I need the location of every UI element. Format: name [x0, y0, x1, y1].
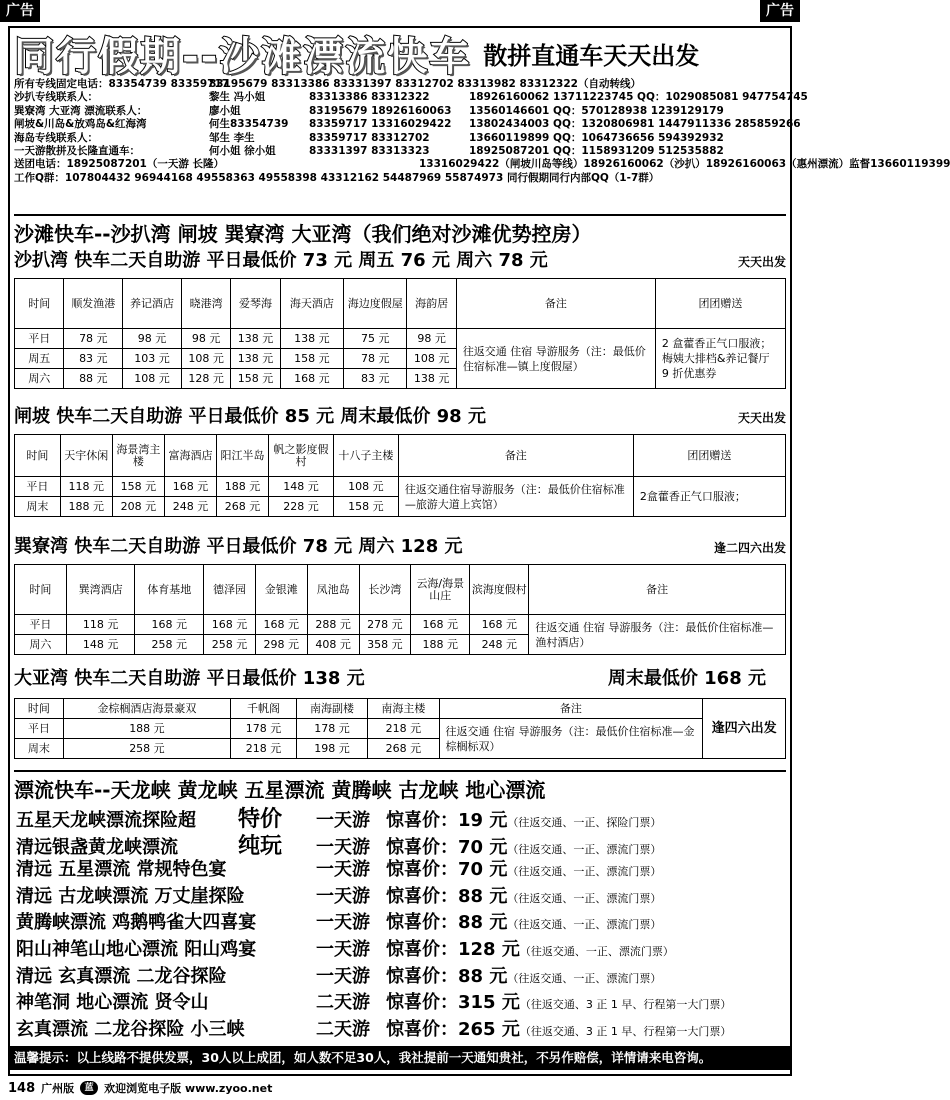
table-cell: 118 元 — [60, 477, 112, 497]
note-cell: 往返交通 住宿 导游服务（注：最低价住宿标准—金棕榈标双） — [439, 719, 703, 759]
raft-type: 二天游 — [316, 992, 370, 1014]
col-header — [15, 279, 64, 329]
col-header-label: 金银滩 — [264, 582, 298, 596]
footer-text: 欢迎浏览电子版 www.zyoo.net — [104, 1082, 273, 1095]
raft-detail: （往返交通、一正、探险门票） — [507, 816, 662, 829]
col-header — [112, 435, 164, 477]
table-cell: 278 元 — [359, 615, 411, 635]
table-cell: 108 元 — [181, 349, 230, 369]
raft-price: 惊喜价：19 元 — [386, 810, 508, 831]
contact-row — [14, 78, 790, 91]
raft-item — [16, 908, 661, 934]
col-header-label: 帆之影度假村 — [273, 442, 329, 468]
beach-section — [14, 214, 786, 247]
contact-cell: 18925087201 QQ：1158931209 512535882 — [469, 145, 724, 158]
raft-type: 一天游 — [316, 885, 370, 907]
table-cell: 218 元 — [368, 719, 439, 739]
col-header — [439, 699, 703, 719]
table-cell: 周六 — [15, 635, 67, 655]
col-header-label: 海景湾主楼 — [116, 442, 161, 468]
raft-detail: （往返交通、一正、漂流门票） — [507, 918, 662, 932]
raft-highlight: 特价 — [238, 807, 283, 832]
zhapo-table-wrap — [14, 434, 786, 517]
col-header — [63, 699, 231, 719]
col-header — [64, 279, 123, 329]
col-header — [344, 279, 407, 329]
raft-type: 一天游 — [316, 810, 370, 831]
note-cell: 往返交通 住宿 导游服务（注：最低价住宿标准—镇上度假屋） — [456, 329, 655, 389]
table-cell: 158 元 — [333, 497, 398, 517]
table-cell: 平日 — [15, 329, 64, 349]
col-header-label: 团团赠送 — [687, 448, 732, 462]
col-header-label: 备注 — [504, 448, 527, 462]
col-header-label: 时间 — [28, 296, 51, 310]
table-cell: 平日 — [15, 719, 64, 739]
col-header-label: 十八子主楼 — [338, 448, 394, 462]
table-cell: 158 元 — [231, 369, 280, 389]
dayawan-title: 大亚湾 快车二天自助游 平日最低价 138 元 — [14, 668, 365, 689]
raft-type: 一天游 — [316, 939, 370, 960]
table-cell: 83 元 — [344, 369, 407, 389]
col-header — [204, 565, 256, 615]
depart-cell: 逢四六出发 — [703, 699, 786, 759]
table-cell: 188 元 — [411, 635, 470, 655]
table-cell: 358 元 — [359, 635, 411, 655]
col-header-label: 金棕榈酒店海景豪双 — [97, 701, 197, 715]
contact-row — [14, 105, 790, 118]
contact-cell: 闸坡&川岛&放鸡岛&红海湾 — [14, 118, 147, 131]
col-header-label: 天宇休闲 — [64, 448, 109, 462]
col-header — [164, 435, 216, 477]
col-header-label: 滨海度假村 — [471, 582, 527, 596]
table-cell: 178 元 — [231, 719, 297, 739]
col-header-label: 千帆阁 — [247, 701, 281, 715]
raft-type: 一天游 — [316, 912, 370, 934]
table-cell: 周末 — [15, 739, 64, 759]
col-header-label: 南海主楼 — [381, 701, 426, 715]
table-cell: 98 元 — [407, 329, 456, 349]
table-cell: 168 元 — [204, 615, 256, 635]
raft-item — [16, 1015, 731, 1041]
xunliao-line — [14, 532, 786, 558]
note-cell: 往返交通 住宿 导游服务（注：最低价住宿标准—渔村酒店） — [529, 615, 786, 655]
contact-cell: 所有专线固定电话：83354739 83359717 — [14, 78, 230, 90]
table-cell: 98 元 — [181, 329, 230, 349]
col-header-label: 体育基地 — [147, 582, 192, 596]
raft-name: 阳山神笔山地心漂流 阳山鸡宴 — [16, 939, 257, 960]
col-header-label: 时间 — [29, 582, 52, 596]
col-header-label: 德泽园 — [213, 582, 246, 596]
beach-header: 沙滩快车--沙扒湾 闸坡 巽寮湾 大亚湾（我们绝对沙滩优势控房） — [14, 214, 786, 247]
raft-type: 二天游 — [316, 1018, 370, 1040]
raft-name: 清远 玄真漂流 二龙谷探险 — [16, 965, 227, 987]
table-cell: 周六 — [15, 369, 64, 389]
contact-cell: 83331397 83313323 — [309, 145, 430, 158]
table-cell: 258 元 — [204, 635, 256, 655]
title-sub: 散拼直通车天天出发 — [483, 41, 700, 70]
raft-type: 一天游 — [316, 859, 370, 881]
col-header — [368, 699, 439, 719]
col-header-label: 阳江半岛 — [220, 448, 265, 462]
bottom-notice: 温馨提示：以上线路不提供发票，30人以上成团，如人数不足30人，我社提前一天通知贵社，不另作赔偿，详情请来电咨询。 — [8, 1046, 792, 1070]
col-header — [231, 279, 280, 329]
col-header-label: 海天酒店 — [289, 296, 334, 310]
contact-cell: 黎生 冯小姐 — [209, 91, 266, 104]
col-header-label: 晓港湾 — [189, 296, 223, 310]
table-cell: 138 元 — [231, 349, 280, 369]
raft-detail: （往返交通、3 正 1 早、行程第一大门票） — [519, 1024, 732, 1038]
xunliao-table — [14, 564, 786, 655]
shaba-line — [14, 246, 786, 272]
contact-row — [14, 172, 790, 185]
table-cell: 168 元 — [411, 615, 470, 635]
table-cell: 周五 — [15, 349, 64, 369]
raft-price: 惊喜价：70 元 — [386, 859, 508, 881]
table-cell: 148 元 — [66, 635, 135, 655]
table-cell: 188 元 — [60, 497, 112, 517]
table-cell: 138 元 — [280, 329, 343, 349]
table-cell: 118 元 — [66, 615, 135, 635]
table-cell: 148 元 — [269, 477, 334, 497]
ad-tag-right: 广告 — [760, 0, 800, 22]
raft-detail: （往返交通、一正、漂流门票） — [507, 865, 662, 879]
table-cell: 168 元 — [164, 477, 216, 497]
table-cell: 168 元 — [135, 615, 204, 635]
contact-cell: 沙扒专线联系人： — [14, 91, 98, 104]
col-header — [529, 565, 786, 615]
contact-row — [14, 118, 801, 131]
col-header-label: 团团赠送 — [698, 296, 743, 310]
table-cell: 208 元 — [112, 497, 164, 517]
contact-cell: 18926160062 13711223745 QQ：1029085081 947754745 — [469, 91, 808, 104]
raft-detail: （往返交通、一正、漂流门票） — [507, 842, 662, 856]
table-cell: 158 元 — [280, 349, 343, 369]
gift-cell: 2 盒藿香正气口服液；梅姨大排档&养记餐厅 9 折优惠券 — [655, 329, 785, 389]
raft-name: 黄腾峡漂流 鸡鹅鸭雀大四喜宴 — [16, 912, 257, 934]
col-header — [135, 565, 204, 615]
shaba-table — [14, 278, 786, 389]
title-main: 同行假期--沙滩漂流快车 — [14, 33, 472, 80]
raft-name: 玄真漂流 二龙谷探险 小三峡 — [16, 1018, 245, 1040]
shaba-table-wrap — [14, 278, 786, 389]
col-header-label: 海边度假屋 — [347, 296, 403, 310]
table-cell: 248 元 — [164, 497, 216, 517]
raft-type: 一天游 — [316, 965, 370, 987]
contact-cell: 巽寮湾 大亚湾 漂流联系人： — [14, 104, 148, 117]
table-cell: 268 元 — [217, 497, 269, 517]
shaba-daily: 天天出发 — [737, 255, 786, 269]
edition: 广州版 — [41, 1082, 75, 1095]
contact-cell: 13316029422（闸坡川岛等线）18926160062（沙扒）18926160063（惠州漂流）监督13660119399 — [419, 158, 950, 171]
contact-block — [14, 78, 950, 185]
xunliao-title: 巽寮湾 快车二天自助游 平日最低价 78 元 周六 128 元 — [14, 536, 463, 557]
col-header — [269, 435, 334, 477]
table-cell: 128 元 — [181, 369, 230, 389]
contact-cell — [319, 158, 419, 171]
table-cell: 78 元 — [344, 349, 407, 369]
col-header — [307, 565, 359, 615]
col-header-label: 时间 — [27, 701, 50, 715]
raft-price: 惊喜价：88 元 — [386, 965, 508, 987]
brand-logo-icon: 蓝 — [80, 1081, 98, 1095]
col-header — [470, 565, 529, 615]
table-cell: 258 元 — [63, 739, 231, 759]
col-header — [66, 565, 135, 615]
col-header — [15, 565, 67, 615]
table-cell: 138 元 — [231, 329, 280, 349]
dayawan-table — [14, 698, 786, 759]
col-header — [359, 565, 411, 615]
table-cell: 188 元 — [63, 719, 231, 739]
col-header-label: 富海酒店 — [168, 448, 213, 462]
contact-cell: 83359717 83312702 — [309, 131, 430, 144]
col-header-label: 时间 — [26, 448, 49, 462]
table-cell: 268 元 — [368, 739, 439, 759]
raft-item — [16, 855, 661, 881]
table-cell: 258 元 — [135, 635, 204, 655]
raft-item — [16, 988, 731, 1014]
contact-row — [14, 132, 790, 145]
col-header-label: 爱琴海 — [239, 296, 273, 310]
table-cell: 228 元 — [269, 497, 334, 517]
table-cell: 138 元 — [407, 369, 456, 389]
table-cell: 98 元 — [123, 329, 182, 349]
col-header-label: 备注 — [544, 296, 567, 310]
col-header-label: 顺发渔港 — [71, 296, 116, 310]
col-header-label: 巽湾酒店 — [78, 582, 123, 596]
table-cell: 83 元 — [64, 349, 123, 369]
col-header — [633, 435, 785, 477]
raft-name: 神笔洞 地心漂流 贤令山 — [16, 992, 209, 1014]
col-header — [280, 279, 343, 329]
col-header-label: 海韵居 — [415, 296, 449, 310]
col-header — [407, 279, 456, 329]
col-header — [15, 699, 64, 719]
col-header — [60, 435, 112, 477]
col-header-label: 备注 — [559, 701, 582, 715]
contact-cell: 83195679 18926160063 — [309, 104, 452, 117]
table-cell: 108 元 — [407, 349, 456, 369]
contact-cell: 廖小姐 — [209, 104, 241, 117]
table-cell: 108 元 — [333, 477, 398, 497]
col-header — [255, 565, 307, 615]
raft-price: 惊喜价：88 元 — [386, 885, 508, 907]
contact-cell: 83313386 83312322 — [309, 91, 430, 104]
zhapo-line — [14, 402, 786, 428]
col-header — [296, 699, 367, 719]
contact-cell: 海岛专线联系人： — [14, 131, 98, 144]
dayawan-weekend: 周末最低价 168 元 — [607, 668, 766, 689]
zhapo-daily: 天天出发 — [737, 411, 786, 425]
col-header — [181, 279, 230, 329]
xunliao-daily: 逢二四六出发 — [713, 541, 786, 555]
raft-item — [16, 962, 661, 988]
xunliao-table-wrap — [14, 564, 786, 655]
col-header — [123, 279, 182, 329]
raft-name: 五星天龙峡漂流探险超 — [16, 810, 196, 831]
raft-name: 清远银盏黄龙峡漂流 — [16, 836, 178, 858]
table-cell: 103 元 — [123, 349, 182, 369]
table-cell: 158 元 — [112, 477, 164, 497]
raft-price: 惊喜价：315 元 — [386, 992, 520, 1014]
raft-price: 惊喜价：128 元 — [386, 939, 520, 960]
table-cell: 218 元 — [231, 739, 297, 759]
raft-name: 清远 古龙峡漂流 万丈崖探险 — [16, 885, 245, 907]
contact-cell: 13802434003 QQ：1320806981 1447911336 285859266 — [469, 118, 801, 131]
raft-item — [16, 882, 661, 908]
contact-cell: 13560146601 QQ：570128938 1239129179 — [469, 104, 724, 117]
table-cell: 周末 — [15, 497, 61, 517]
raft-price: 惊喜价：88 元 — [386, 912, 508, 934]
zhapo-title: 闸坡 快车二天自助游 平日最低价 85 元 周末最低价 98 元 — [14, 406, 486, 427]
table-cell: 108 元 — [123, 369, 182, 389]
contact-row — [14, 158, 950, 171]
page-number: 148 — [8, 1080, 36, 1096]
raft-detail: （往返交通、一正、漂流门票） — [519, 945, 674, 958]
table-cell: 168 元 — [470, 615, 529, 635]
contact-cell: 送团电话：18925087201（一天游 长隆） — [14, 158, 225, 171]
col-header — [655, 279, 785, 329]
col-header — [231, 699, 297, 719]
col-header — [333, 435, 398, 477]
zhapo-table — [14, 434, 786, 517]
contact-cell: 13660119899 QQ：1064736656 594392932 — [469, 131, 724, 144]
contact-row — [14, 145, 790, 158]
table-cell: 平日 — [15, 615, 67, 635]
table-cell: 88 元 — [64, 369, 123, 389]
col-header-label: 养记酒店 — [130, 296, 174, 310]
table-cell: 168 元 — [280, 369, 343, 389]
table-cell: 248 元 — [470, 635, 529, 655]
raft-detail: （往返交通、一正、漂流门票） — [507, 891, 662, 905]
raft-price: 惊喜价：265 元 — [386, 1018, 520, 1040]
footer — [8, 1080, 272, 1096]
contact-row — [14, 91, 808, 104]
col-header — [217, 435, 269, 477]
contact-cell: 何小姐 徐小姐 — [209, 145, 276, 158]
contact-cell: 83359717 13316029422 — [309, 118, 452, 131]
raft-detail: （往返交通、3 正 1 早、行程第一大门票） — [519, 998, 732, 1012]
col-header — [398, 435, 633, 477]
dayawan-line — [14, 664, 786, 690]
table-cell: 168 元 — [255, 615, 307, 635]
raft-name: 清远 五星漂流 常规特色宴 — [16, 859, 227, 881]
table-cell: 平日 — [15, 477, 61, 497]
col-header-label: 长沙湾 — [368, 582, 402, 596]
table-cell: 188 元 — [217, 477, 269, 497]
shaba-title: 沙扒湾 快车二天自助游 平日最低价 73 元 周五 76 元 周六 78 元 — [14, 250, 548, 271]
rafting-section — [14, 770, 786, 803]
gift-cell: 2盒藿香正气口服液； — [633, 477, 785, 517]
table-cell: 75 元 — [344, 329, 407, 349]
rafting-header: 漂流快车--天龙峡 黄龙峡 五星漂流 黄腾峡 古龙峡 地心漂流 — [14, 770, 786, 803]
table-cell: 78 元 — [64, 329, 123, 349]
col-header-label: 云海/海景山庄 — [416, 576, 465, 602]
page-title — [14, 30, 700, 80]
table-cell: 298 元 — [255, 635, 307, 655]
contact-cell: 工作Q群：107804432 96944168 49558363 49558398 43312162 54487969 55874973 同行假期同行内部QQ（1-7群） — [14, 171, 660, 184]
col-header — [456, 279, 655, 329]
table-cell: 288 元 — [307, 615, 359, 635]
contact-cell: 一天游散拼及长隆直通车： — [14, 145, 140, 158]
raft-detail: （往返交通、一正、漂流门票） — [507, 971, 662, 985]
col-header-label: 备注 — [646, 582, 669, 596]
col-header-label: 南海副楼 — [310, 701, 355, 715]
col-header — [15, 435, 61, 477]
table-cell: 198 元 — [296, 739, 367, 759]
raft-highlight: 纯玩 — [238, 833, 283, 859]
table-cell: 178 元 — [296, 719, 367, 739]
contact-cell: 邹生 李生 — [209, 131, 255, 144]
col-header — [411, 565, 470, 615]
raft-price: 惊喜价：70 元 — [386, 836, 508, 858]
contact-cell: 83195679 83313386 83331397 83312702 83313982 83312322（自动转线） — [209, 78, 641, 90]
dayawan-table-wrap — [14, 698, 786, 759]
raft-type: 一天游 — [316, 836, 370, 858]
note-cell: 往返交通住宿导游服务（注：最低价住宿标准—旅游大道上宾馆） — [398, 477, 633, 517]
ad-tag-left: 广告 — [0, 0, 40, 22]
table-cell: 408 元 — [307, 635, 359, 655]
contact-cell: 何生83354739 — [209, 118, 289, 131]
raft-item — [16, 935, 674, 961]
col-header-label: 凤池岛 — [316, 582, 350, 596]
